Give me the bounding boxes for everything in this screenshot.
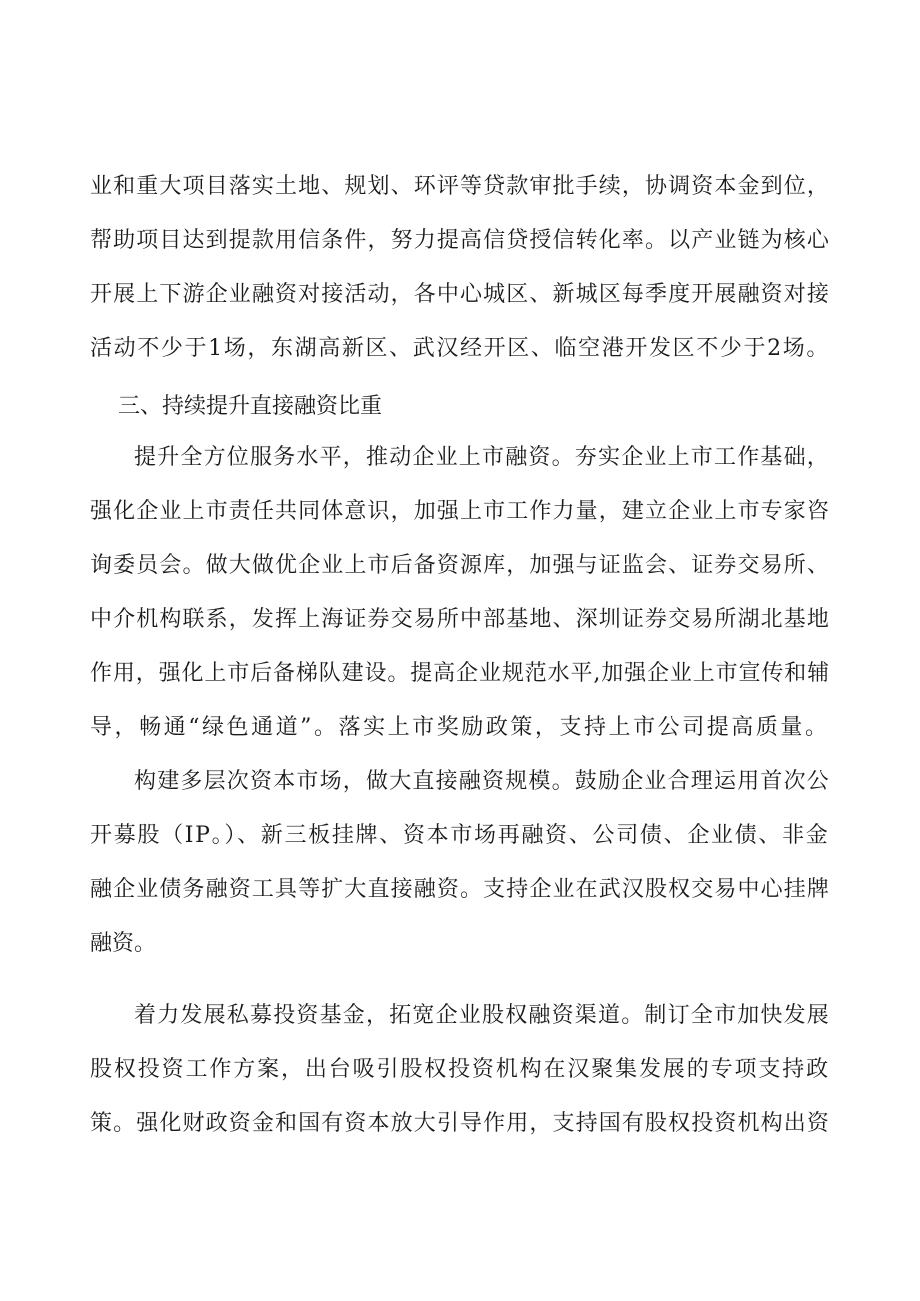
text-line: 活动不少于1场，东湖高新区、武汉经开区、临空港开发区不少于2场。	[90, 336, 830, 361]
text-line: 股权投资工作方案，出台吸引股权投资机构在汉聚集发展的专项支持政	[90, 1057, 831, 1082]
text-line: 开展上下游企业融资对接活动，各中心城区、新城区每季度开展融资对接	[90, 282, 831, 307]
text-line: 策。强化财政资金和国有资本放大引导作用，支持国有股权投资机构出资	[90, 1111, 831, 1136]
text-line: 融企业债务融资工具等扩大直接融资。支持企业在武汉股权交易中心挂牌	[90, 877, 831, 902]
text-line: 询委员会。做大做优企业上市后备资源库，加强与证监会、证券交易所、	[90, 553, 831, 578]
text-line: 构建多层次资本市场，做大直接融资规模。鼓励企业合理运用首次公	[134, 769, 831, 794]
text-line: 提升全方位服务水平，推动企业上市融资。夯实企业上市工作基础，	[134, 445, 831, 470]
text-line: 中介机构联系，发挥上海证券交易所中部基地、深圳证券交易所湖北基地	[90, 607, 831, 632]
text-line: 作用，强化上市后备梯队建设。提高企业规范水平,加强企业上市宣传和辅	[90, 661, 830, 686]
text-line: 业和重大项目落实土地、规划、环评等贷款审批手续，协调资本金到位，	[90, 174, 831, 199]
text-line: 帮助项目达到提款用信条件，努力提高信贷授信转化率。以产业链为核心	[90, 228, 831, 253]
section-heading: 三、持续提升直接融资比重	[118, 394, 383, 419]
text-line: 强化企业上市责任共同体意识，加强上市工作力量，建立企业上市专家咨	[90, 499, 831, 524]
text-line: 导，畅通“绿色通道”。落实上市奖励政策，支持上市公司提高质量。	[90, 715, 830, 740]
text-line: 开募股（IP。）、新三板挂牌、资本市场再融资、公司债、企业债、非金	[90, 823, 830, 848]
text-line: 着力发展私募投资基金，拓宽企业股权融资渠道。制订全市加快发展	[134, 1003, 831, 1028]
text-line: 融资。	[90, 931, 157, 956]
